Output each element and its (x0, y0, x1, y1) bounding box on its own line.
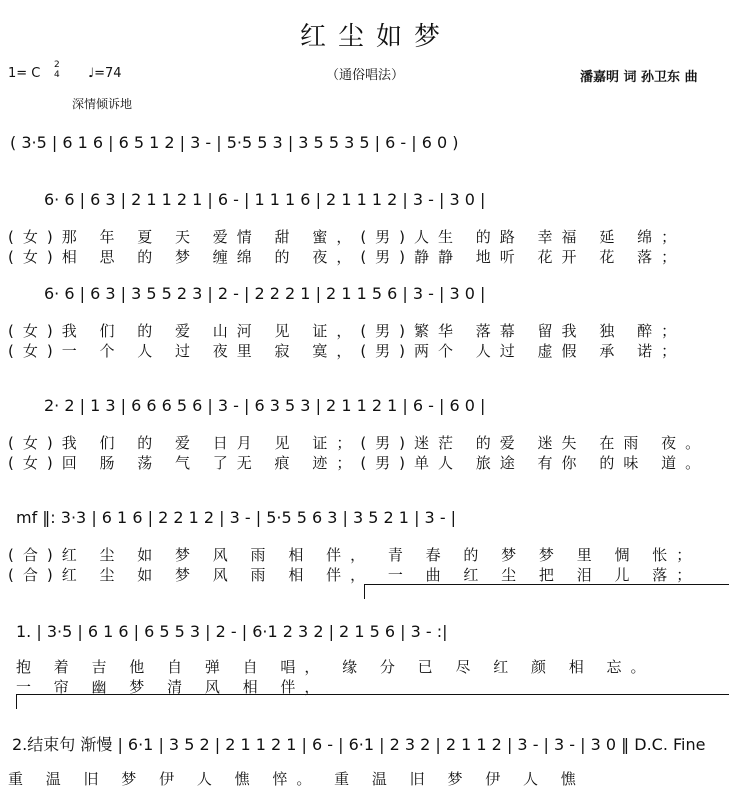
tempo-marking: ♩=74 (88, 66, 122, 81)
notation-text: mf ‖: 3·3 | 6 1 6 | 2 2 1 2 | 3 - | 5·5 5 6 3 | 3 5 2 1 | 3 - | (16, 508, 457, 527)
lyric-line: (合)红 尘 如 梦 风 雨 相 伴， 一 曲 红 尘 把 泪 儿 落； (8, 566, 701, 584)
lyric-line: (女)回 肠 荡 气 了无 痕 迹；(男)单人 旅途 有你 的味 道。 (8, 454, 710, 472)
credits: 潘嘉明 词 孙卫东 曲 (580, 70, 698, 85)
style-note: （通俗唱法） (326, 68, 405, 83)
lyric-line: (女)相 思 的 梦 缠绵 的 夜，(男)静静 地听 花开 花 落； (8, 248, 686, 266)
notation-row-4 (0, 396, 749, 426)
lyric-line: 抱 着 吉 他 自 弹 自 唱， 缘 分 已 尽 红 颜 相 忘。 (16, 658, 655, 676)
lyric-line: (女)我 们 的 爱 日月 见 证；(男)迷茫 的爱 迷失 在雨 夜。 (8, 434, 710, 452)
expression-mark: 深情倾诉地 (72, 97, 133, 111)
key-signature: 1= C (8, 66, 41, 81)
lyric-line: (女)我 们 的 爱 山河 见 证，(男)繁华 落幕 留我 独 醉； (8, 322, 686, 340)
notation-text: 6· 6 | 6 3 | 3 5 5 2 3 | 2 - | 2 2 2 1 | 2 1 1 5 6 | 3 - | 3 0 | (44, 284, 486, 303)
notation-row-2 (0, 190, 749, 220)
notation-text: 1. | 3·5 | 6 1 6 | 6 5 5 3 | 2 - | 6·1 2 3 2 | 2 1 5 6 | 3 - :| (16, 622, 448, 641)
lyric-line: (女)一 个 人 过 夜里 寂 寞，(男)两个 人过 虚假 承 诺； (8, 342, 686, 360)
notation-row-6 (0, 622, 749, 652)
notation-text: 6· 6 | 6 3 | 2 1 1 2 1 | 6 - | 1 1 1 6 | 2 1 1 1 2 | 3 - | 3 0 | (44, 190, 486, 209)
volta-1-bracket (364, 584, 729, 599)
time-signature: 2 4 (54, 60, 60, 80)
notation-row-1 (0, 133, 749, 163)
lyric-line: 一 帘 幽 梦 清 风 相 伴， (16, 678, 329, 696)
notation-text: 2.结束句 渐慢 | 6·1 | 3 5 2 | 2 1 1 2 1 | 6 - | 6·1 | 2 3 2 | 2 1 1 2 | 3 - | 3 - | 3 0 ‖ D.C. Fine (12, 735, 706, 754)
notation-row-7 (0, 732, 749, 762)
notation-row-3 (0, 284, 749, 314)
notation-text: ( 3·5 | 6 1 6 | 6 5 1 2 | 3 - | 5·5 5 3 | 3 5 5 3 5 | 6 - | 6 0 ) (10, 133, 459, 152)
notation-text: 2· 2 | 1 3 | 6 6 6 5 6 | 3 - | 6 3 5 3 | 2 1 1 2 1 | 6 - | 6 0 | (44, 396, 486, 415)
notation-row-5 (0, 508, 749, 538)
lyric-line: (女)那 年 夏 天 爱情 甜 蜜，(男)人生 的路 幸福 延 绵； (8, 228, 686, 246)
lyric-line: (合)红 尘 如 梦 风 雨 相 伴， 青 春 的 梦 梦 里 惆 怅； (8, 546, 701, 564)
volta-2-bracket (16, 694, 729, 709)
page-title: 红尘如梦 (300, 22, 453, 52)
lyric-line: 重 温 旧 梦 伊 人 憔 悴。 重 温 旧 梦 伊 人 憔 (8, 770, 585, 788)
